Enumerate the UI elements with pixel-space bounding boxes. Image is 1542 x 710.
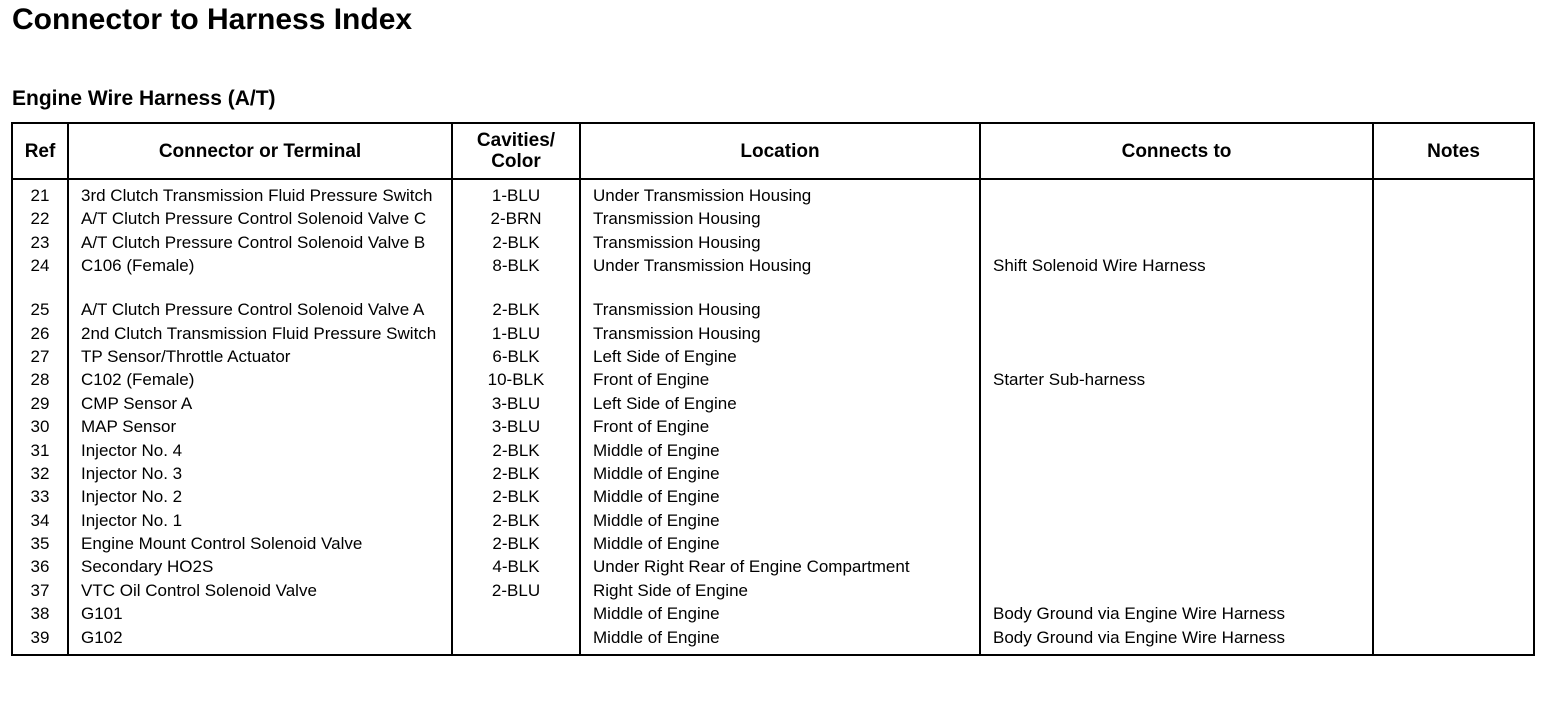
row-ref [12, 232, 68, 255]
row-connector [68, 299, 452, 322]
table-row [12, 440, 1534, 463]
table-row [12, 369, 1534, 392]
row-connector [68, 533, 452, 556]
row-location [580, 323, 980, 346]
row-cavities-text: 10-BLK [487, 370, 545, 390]
row-notes [1373, 556, 1534, 579]
row-ref-text: 29 [30, 393, 50, 413]
row-connects-to [980, 510, 1373, 533]
row-cavities-text: 3-BLU [491, 417, 541, 437]
row-notes [1373, 255, 1534, 299]
row-ref [12, 208, 68, 231]
row-notes [1373, 369, 1534, 392]
row-notes [1373, 416, 1534, 439]
row-cavities-text: 2-BRN [490, 209, 542, 229]
row-cavities-text: 2-BLK [492, 534, 540, 554]
table-row [12, 486, 1534, 509]
row-location-text: Middle of Engine [593, 487, 720, 507]
row-location-text: Middle of Engine [593, 604, 720, 624]
row-location-text: Left Side of Engine [593, 393, 737, 413]
row-connects-to [980, 556, 1373, 579]
row-connector [68, 580, 452, 603]
row-ref [12, 627, 68, 655]
row-location-text: Middle of Engine [593, 440, 720, 460]
table-row [12, 416, 1534, 439]
row-connector-text: A/T Clutch Pressure Control Solenoid Valve B [81, 232, 426, 252]
row-cavities-text: 8-BLK [492, 256, 540, 276]
row-connector [68, 603, 452, 626]
row-cavities-text: 3-BLU [491, 393, 541, 413]
connector-index-table [11, 122, 1535, 656]
row-connects-to [980, 208, 1373, 231]
row-connects-to [980, 369, 1373, 392]
row-ref-text: 22 [30, 209, 50, 229]
row-connector [68, 440, 452, 463]
row-location [580, 510, 980, 533]
table-row [12, 179, 1534, 208]
row-connects-to [980, 255, 1373, 299]
row-location-text: Middle of Engine [593, 510, 720, 530]
row-connector-text: Injector No. 2 [81, 487, 183, 507]
row-connects-to [980, 346, 1373, 369]
row-location-text: Middle of Engine [593, 627, 720, 647]
row-notes [1373, 486, 1534, 509]
row-cavities-text: 2-BLU [491, 580, 541, 600]
row-ref [12, 323, 68, 346]
row-location [580, 369, 980, 392]
row-ref [12, 393, 68, 416]
row-ref-text: 37 [30, 580, 50, 600]
row-ref [12, 603, 68, 626]
row-ref [12, 255, 68, 299]
table-row [12, 346, 1534, 369]
table-row [12, 603, 1534, 626]
row-connector-text: Injector No. 1 [81, 510, 183, 530]
table-row [12, 323, 1534, 346]
row-ref [12, 510, 68, 533]
row-location [580, 416, 980, 439]
row-connects-to [980, 393, 1373, 416]
row-location [580, 556, 980, 579]
row-connector [68, 486, 452, 509]
row-notes [1373, 627, 1534, 655]
header-cavities-line1: Cavities/ [476, 130, 556, 151]
row-cavities [452, 255, 580, 299]
row-location-text: Middle of Engine [593, 463, 720, 483]
row-ref [12, 179, 68, 208]
row-ref [12, 556, 68, 579]
row-cavities-text: 2-BLK [492, 463, 540, 483]
table-row [12, 232, 1534, 255]
row-connector [68, 208, 452, 231]
row-connects-to [980, 179, 1373, 208]
row-ref [12, 299, 68, 322]
row-location [580, 440, 980, 463]
row-location-text: Under Right Rear of Engine Compartment [593, 557, 910, 577]
row-notes [1373, 232, 1534, 255]
row-cavities [452, 463, 580, 486]
row-notes [1373, 346, 1534, 369]
row-connector-text: TP Sensor/Throttle Actuator [81, 346, 291, 366]
row-connector [68, 627, 452, 655]
row-ref [12, 486, 68, 509]
row-notes [1373, 603, 1534, 626]
row-cavities [452, 603, 580, 626]
row-ref [12, 369, 68, 392]
row-connects-to [980, 416, 1373, 439]
row-ref-text: 38 [30, 604, 50, 624]
row-connector-text: Engine Mount Control Solenoid Valve [81, 534, 363, 554]
header-location: Location [580, 123, 980, 179]
row-location [580, 299, 980, 322]
table-row [12, 208, 1534, 231]
table-row [12, 393, 1534, 416]
row-cavities-text: 2-BLK [492, 440, 540, 460]
row-cavities [452, 299, 580, 322]
row-location-text: Under Transmission Housing [593, 256, 812, 276]
row-connector-text: MAP Sensor [81, 417, 177, 437]
row-location-text: Transmission Housing [593, 209, 761, 229]
row-cavities [452, 179, 580, 208]
row-cavities-text: 2-BLK [492, 510, 540, 530]
row-connector-text: A/T Clutch Pressure Control Solenoid Valve A [81, 300, 425, 320]
row-connector-text: Injector No. 3 [81, 463, 183, 483]
row-location [580, 580, 980, 603]
row-ref-text: 36 [30, 557, 50, 577]
row-ref [12, 440, 68, 463]
row-cavities [452, 369, 580, 392]
header-cavities-line2: Color [491, 151, 541, 172]
row-cavities-text: 4-BLK [492, 557, 540, 577]
row-ref-text: 26 [30, 323, 50, 343]
row-connects-to [980, 533, 1373, 556]
row-location-text: Middle of Engine [593, 534, 720, 554]
table-row [12, 299, 1534, 322]
row-location [580, 393, 980, 416]
row-connector-text: G102 [81, 627, 123, 647]
row-connects-to [980, 232, 1373, 255]
row-location [580, 208, 980, 231]
row-ref-text: 32 [30, 463, 50, 483]
table-row [12, 255, 1534, 299]
row-connector-text: C102 (Female) [81, 370, 195, 390]
row-location-text: Front of Engine [593, 370, 710, 390]
row-connector-text: CMP Sensor A [81, 393, 193, 413]
row-ref-text: 30 [30, 417, 50, 437]
row-cavities [452, 323, 580, 346]
row-connects-to [980, 440, 1373, 463]
row-location-text: Right Side of Engine [593, 580, 748, 600]
row-ref [12, 533, 68, 556]
row-connects-to [980, 486, 1373, 509]
row-connector-text: A/T Clutch Pressure Control Solenoid Valve C [81, 209, 427, 229]
row-cavities [452, 556, 580, 579]
row-connects-to [980, 603, 1373, 626]
row-cavities [452, 440, 580, 463]
row-notes [1373, 533, 1534, 556]
row-location-text: Transmission Housing [593, 232, 761, 252]
row-cavities [452, 486, 580, 509]
row-connects-to-text: Body Ground via Engine Wire Harness [993, 627, 1285, 647]
row-connector-text: 2nd Clutch Transmission Fluid Pressure Switch [81, 323, 437, 343]
row-connector [68, 179, 452, 208]
row-cavities-text: 2-BLK [492, 232, 540, 252]
header-row [12, 123, 1534, 179]
row-cavities [452, 580, 580, 603]
row-connector [68, 369, 452, 392]
row-notes [1373, 440, 1534, 463]
row-ref-text: 34 [30, 510, 50, 530]
row-connector-text: 3rd Clutch Transmission Fluid Pressure Switch [81, 186, 433, 205]
row-cavities [452, 533, 580, 556]
row-cavities [452, 510, 580, 533]
header-connector: Connector or Terminal [68, 123, 452, 179]
row-cavities-text: 2-BLK [492, 300, 540, 320]
row-connects-to [980, 627, 1373, 655]
row-notes [1373, 580, 1534, 603]
row-cavities-text: 2-BLK [492, 487, 540, 507]
row-connector [68, 255, 452, 299]
row-cavities-text: 1-BLU [491, 323, 541, 343]
page-title: Connector to Harness Index [12, 3, 413, 36]
row-ref-text: 25 [30, 300, 50, 320]
row-connects-to [980, 299, 1373, 322]
row-connector-text: Injector No. 4 [81, 440, 183, 460]
row-cavities [452, 393, 580, 416]
row-notes [1373, 208, 1534, 231]
table-header [12, 123, 1534, 179]
row-location [580, 179, 980, 208]
row-connector [68, 416, 452, 439]
table-row [12, 533, 1534, 556]
table-body [12, 179, 1534, 655]
row-connector-text: VTC Oil Control Solenoid Valve [81, 580, 317, 600]
row-connects-to [980, 580, 1373, 603]
row-ref-text: 21 [30, 186, 50, 205]
row-cavities-text: 6-BLK [492, 346, 540, 366]
row-connector [68, 510, 452, 533]
row-location [580, 627, 980, 655]
row-location [580, 463, 980, 486]
table-row [12, 627, 1534, 655]
row-location [580, 486, 980, 509]
row-location-text: Transmission Housing [593, 300, 761, 320]
row-location-text: Under Transmission Housing [593, 186, 812, 205]
row-connects-to-text: Body Ground via Engine Wire Harness [993, 604, 1285, 624]
row-ref [12, 463, 68, 486]
row-ref-text: 24 [30, 256, 50, 276]
row-location [580, 533, 980, 556]
row-notes [1373, 179, 1534, 208]
row-notes [1373, 463, 1534, 486]
table-row [12, 556, 1534, 579]
row-location [580, 603, 980, 626]
row-cavities [452, 346, 580, 369]
row-ref-text: 23 [30, 232, 50, 252]
row-connector [68, 232, 452, 255]
row-location-text: Transmission Housing [593, 323, 761, 343]
table-row [12, 463, 1534, 486]
row-connects-to-text: Starter Sub-harness [993, 370, 1146, 390]
row-ref-text: 35 [30, 534, 50, 554]
row-connector [68, 556, 452, 579]
row-cavities [452, 232, 580, 255]
row-ref [12, 416, 68, 439]
row-ref-text: 31 [30, 440, 50, 460]
row-ref-text: 28 [30, 370, 50, 390]
row-connector [68, 463, 452, 486]
row-connector [68, 346, 452, 369]
header-ref: Ref [12, 123, 68, 179]
row-notes [1373, 393, 1534, 416]
row-location [580, 255, 980, 299]
row-ref-text: 33 [30, 487, 50, 507]
header-cavities [452, 123, 580, 179]
row-cavities-text: 1-BLU [491, 186, 541, 205]
row-connector [68, 323, 452, 346]
row-ref [12, 346, 68, 369]
row-cavities [452, 627, 580, 655]
header-connects-to: Connects to [980, 123, 1373, 179]
row-cavities [452, 416, 580, 439]
row-location [580, 346, 980, 369]
header-notes: Notes [1373, 123, 1534, 179]
row-connects-to-text: Shift Solenoid Wire Harness [993, 256, 1206, 276]
row-notes [1373, 299, 1534, 322]
section-title: Engine Wire Harness (A/T) [12, 87, 276, 110]
row-location-text: Left Side of Engine [593, 346, 737, 366]
row-location [580, 232, 980, 255]
row-connects-to [980, 323, 1373, 346]
row-notes [1373, 323, 1534, 346]
row-connects-to [980, 463, 1373, 486]
row-connector-text: Secondary HO2S [81, 557, 214, 577]
row-ref-text: 39 [30, 627, 50, 647]
row-connector-text: C106 (Female) [81, 256, 195, 276]
row-ref-text: 27 [30, 346, 50, 366]
row-connector [68, 393, 452, 416]
row-connector-text: G101 [81, 604, 123, 624]
row-location-text: Front of Engine [593, 417, 710, 437]
row-notes [1373, 510, 1534, 533]
table-row [12, 580, 1534, 603]
row-cavities [452, 208, 580, 231]
table-row [12, 510, 1534, 533]
row-ref [12, 580, 68, 603]
